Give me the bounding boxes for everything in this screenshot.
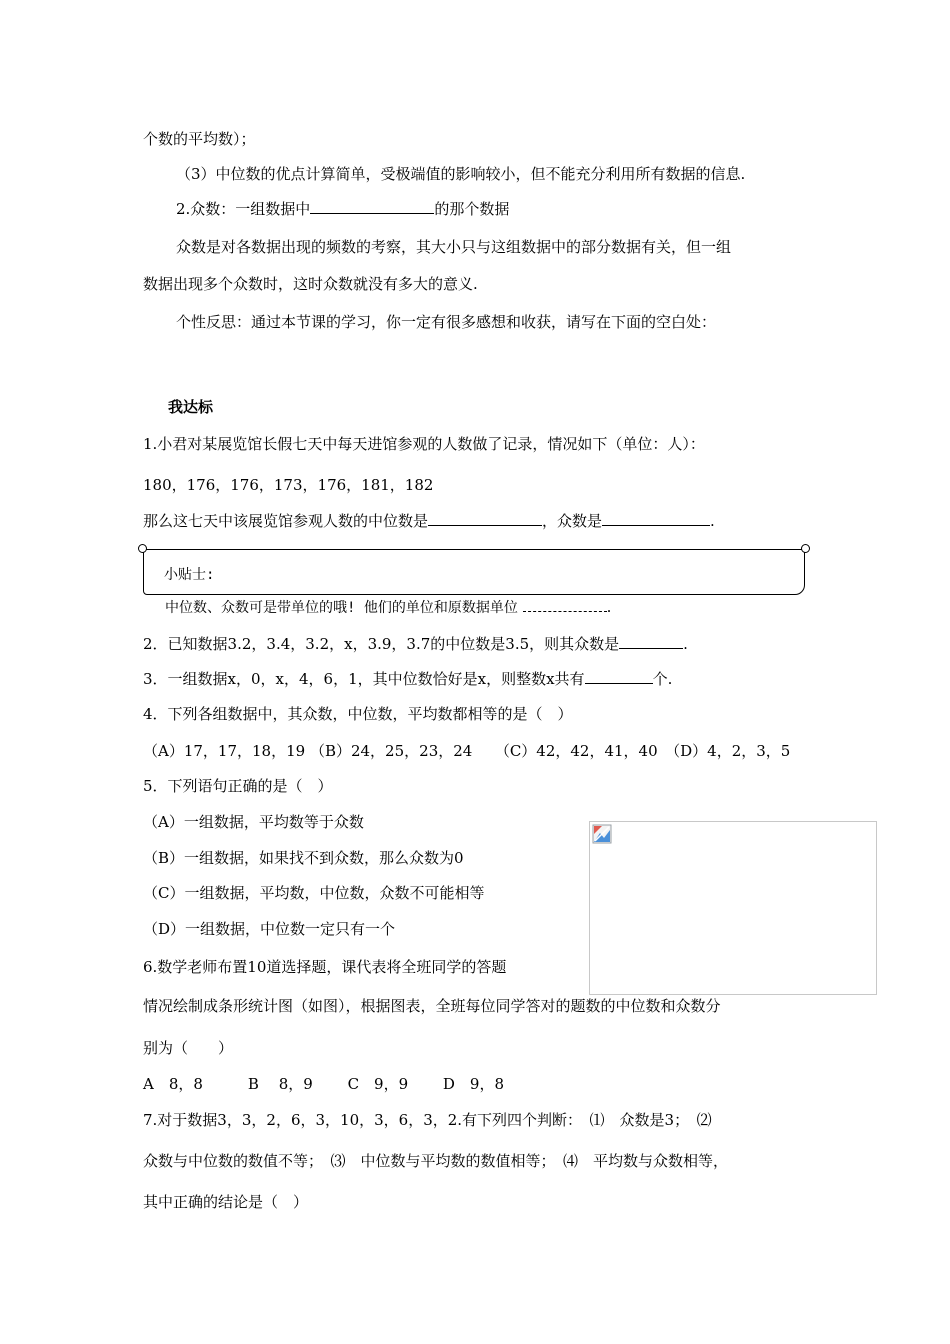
q3-text: 3．一组数据x，0，x，4，6，1，其中位数恰好是x，则整数x共有 <box>143 670 585 688</box>
question-6-line-3: 别为（ ） <box>143 1039 234 1057</box>
answer-blank[interactable] <box>585 669 653 684</box>
question-7-line-2: 众数与中位数的数值不等； ⑶ 中位数与平均数的数值相等； ⑷ 平均数与众数相等， <box>143 1152 729 1170</box>
chart-image-placeholder <box>589 821 877 995</box>
broken-image-icon <box>592 824 612 848</box>
question-4: 4．下列各组数据中，其众数，中位数，平均数都相等的是（ ） <box>143 705 573 723</box>
q1-ask-pre: 那么这七天中该展览馆参观人数的中位数是 <box>143 512 429 530</box>
question-4-options: （A）17，17，18，19 （B）24，25，23，24 （C）42，42，41，40 （D）4，2，3，5 <box>143 742 791 760</box>
q3-end: 个. <box>652 670 673 688</box>
answer-blank[interactable] <box>310 199 434 214</box>
text-line-3 <box>176 199 509 219</box>
question-7-line-3: 其中正确的结论是（ ） <box>143 1193 309 1211</box>
text-line-5: 数据出现多个众数时，这时众数就没有多大的意义. <box>143 275 478 293</box>
question-5-option-a: （A）一组数据，平均数等于众数 <box>143 813 364 831</box>
question-6-line-2: 情况绘制成条形统计图（如图），根据图表，全班每位同学答对的题数的中位数和众数分 <box>143 997 721 1015</box>
question-1: 1.小君对某展览馆长假七天中每天进馆参观的人数做了记录，情况如下（单位：人）： <box>143 435 705 453</box>
scroll-curl-right <box>801 544 810 553</box>
answer-blank[interactable] <box>428 511 542 526</box>
tip-dashed-blank[interactable] <box>523 599 607 612</box>
question-5-option-c: （C）一组数据，平均数，中位数，众数不可能相等 <box>143 884 485 902</box>
tip-scroll-box <box>143 549 805 595</box>
question-7-line-1: 7.对于数据3，3，2，6，3，10，3，6，3，2.有下列四个判断： ⑴ 众数是3； ⑵ <box>143 1111 712 1129</box>
question-6-options: A 8，8 B 8，9 C 9，9 D 9，8 <box>143 1075 505 1093</box>
mode-definition-post: 的那个数据 <box>434 200 510 218</box>
question-5-option-d: （D）一组数据，中位数一定只有一个 <box>143 920 396 938</box>
text-line-6: 个性反思：通过本节课的学习，你一定有很多感想和收获，请写在下面的空白处： <box>176 313 717 331</box>
tip-end: . <box>606 598 612 616</box>
scroll-curl-left <box>138 544 147 553</box>
question-5-option-b: （B）一组数据，如果找不到众数，那么众数为0 <box>143 849 464 867</box>
section-title: 我达标 <box>168 398 214 416</box>
question-3 <box>143 669 672 689</box>
question-6-line-1: 6.数学老师布置10道选择题，课代表将全班同学的答题 <box>143 958 507 976</box>
q2-text: 2．已知数据3.2，3.4，3.2，x，3.9，3.7的中位数是3.5，则其众数是 <box>143 635 620 653</box>
tip-text: 中位数、众数可是带单位的哦! 他们的单位和原数据单位 <box>165 600 518 616</box>
q1-ask-mid: ，众数是 <box>542 512 603 530</box>
q2-end: . <box>683 635 688 653</box>
question-5: 5．下列语句正确的是（ ） <box>143 777 333 795</box>
tip-label: 小贴士: <box>164 567 215 583</box>
q1-ask-end: . <box>710 512 715 530</box>
question-1-ask <box>143 511 715 531</box>
question-1-data: 180，176，176，173，176，181，182 <box>143 476 434 494</box>
text-line-2: （3）中位数的优点计算简单，受极端值的影响较小，但不能充分利用所有数据的信息. <box>176 165 746 183</box>
tip-text-line <box>165 597 611 618</box>
question-2 <box>143 634 688 654</box>
mode-definition-pre: 2.众数：一组数据中 <box>176 200 311 218</box>
answer-blank[interactable] <box>602 511 710 526</box>
text-line-1: 个数的平均数）； <box>143 130 256 148</box>
answer-blank[interactable] <box>619 634 683 649</box>
text-line-4: 众数是对各数据出现的频数的考察，其大小只与这组数据中的部分数据有关，但一组 <box>176 238 732 256</box>
